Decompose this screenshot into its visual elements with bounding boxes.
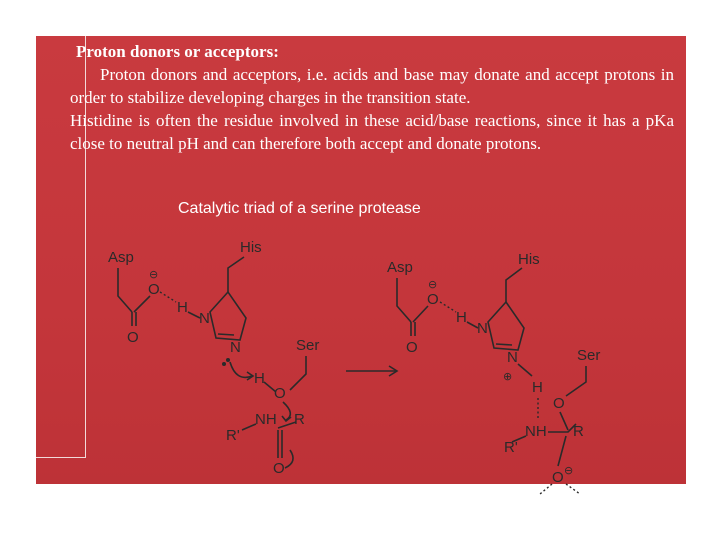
bullet-marker: • [30, 65, 36, 84]
amide-nh: NH [255, 411, 277, 428]
left-structure [108, 239, 319, 477]
bullet-text: Proton donors and acceptors, i.e. acids and base may donate and accept protons in order to stabilize developing charges in the transition state. [70, 65, 674, 107]
ring-double-bond [496, 344, 512, 345]
o-c-bond [560, 412, 568, 430]
carbonyl-bond [132, 312, 136, 326]
rprime-bond [242, 424, 256, 430]
bullet-marker: • [30, 111, 36, 130]
r-label: R [294, 411, 305, 428]
negative-charge: ⊖ [428, 279, 438, 291]
carbonyl-o: O [273, 460, 285, 477]
carbonyl-oxygen: O [406, 339, 418, 356]
his-hydrogen: H [456, 309, 467, 326]
r-prime-label: R' [226, 427, 240, 444]
his-nitrogen-2: N [507, 349, 518, 366]
reaction-arrow [346, 366, 397, 376]
imidazole-ring [488, 302, 524, 350]
asp-oxygen: O [148, 281, 160, 298]
oxyanion-charge: ⊖ [564, 465, 574, 477]
carbonyl-double-bond [278, 430, 282, 458]
r-bond [548, 424, 576, 432]
hydrogen-bond [160, 292, 176, 302]
r-prime-label: R' [504, 439, 518, 456]
ser-hydrogen: H [532, 379, 543, 396]
ser-label: Ser [577, 347, 601, 364]
positive-charge: ⊕ [503, 371, 513, 383]
c-o-bond [558, 436, 566, 466]
carbonyl-bond [411, 322, 415, 336]
lone-pair [226, 358, 230, 362]
figure-caption: Catalytic triad of a serine protease [178, 200, 421, 217]
imidazole-ring [210, 292, 246, 340]
asp-label: Asp [387, 259, 413, 276]
ring-double-bond [218, 334, 234, 335]
bullet-text: Proton donors or acceptors: [76, 42, 279, 61]
carbonyl-oxygen: O [127, 329, 139, 346]
amide-nh: NH [525, 423, 547, 440]
oxyanion-hbond-left [540, 484, 552, 494]
carbonyl-arrow [285, 450, 293, 468]
right-structure [387, 251, 600, 494]
asp-oxygen: O [427, 291, 439, 308]
asp-o-bond [134, 296, 150, 312]
his-nitrogen-2: N [230, 339, 241, 356]
lone-pair [222, 362, 226, 366]
oxyanion-hbond-right [566, 484, 580, 494]
ser-label: Ser [296, 337, 320, 354]
ser-chain [566, 366, 586, 396]
negative-charge: ⊖ [149, 269, 159, 281]
his-chain [228, 257, 244, 292]
hydrogen-bond [440, 302, 456, 312]
electron-arrow [230, 362, 252, 377]
his-hydrogen: H [177, 299, 188, 316]
ser-oxygen: O [553, 395, 565, 412]
asp-chain [397, 278, 411, 322]
his-chain [506, 268, 522, 302]
bullet-marker: • [30, 42, 36, 61]
bullet-text: Histidine is often the residue involved in these acid/base reactions, since it has a pKa close to neutral pH and can therefore both accept and donate protons. [70, 111, 674, 153]
n-h-bond [518, 364, 532, 376]
ser-hydrogen: H [254, 370, 265, 387]
asp-label: Asp [108, 249, 134, 266]
ser-oxygen: O [274, 385, 286, 402]
his-nitrogen: N [477, 320, 488, 337]
his-label: His [240, 239, 262, 256]
asp-chain [118, 268, 132, 312]
attack-arrow [283, 402, 290, 420]
his-nitrogen: N [199, 310, 210, 327]
his-label: His [518, 251, 540, 268]
ser-chain [290, 356, 306, 390]
oxyanion-o: O [552, 469, 564, 486]
asp-o-bond [413, 306, 428, 322]
r-label: R [573, 423, 584, 440]
